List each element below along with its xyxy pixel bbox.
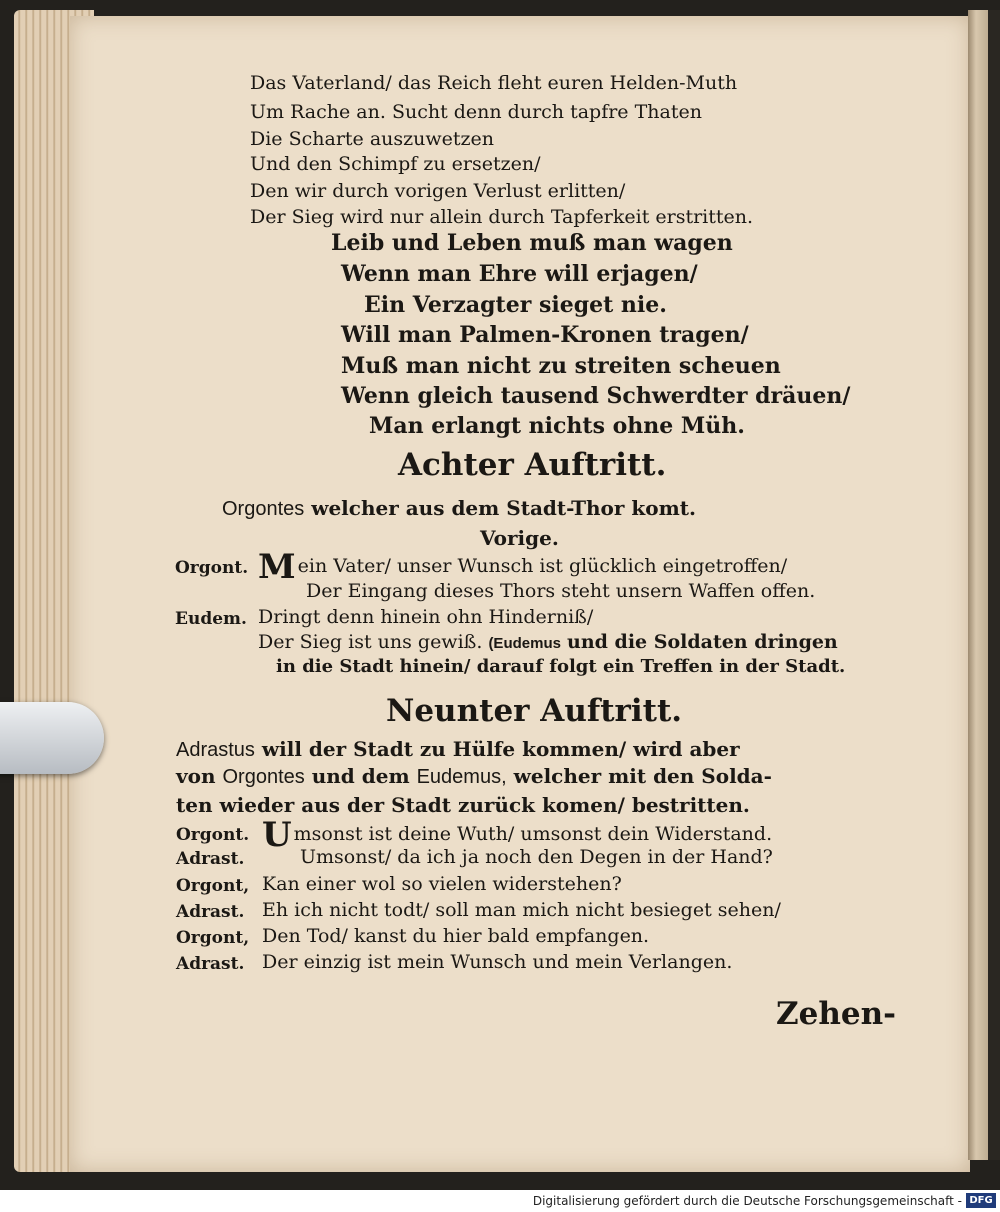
dialogue-line: Den Tod/ kanst du hier bald empfangen. [262,925,650,947]
aria-line: Muß man nicht zu streiten scheuen [341,353,781,379]
aria-line: Ein Verzagter sieget nie. [364,292,667,318]
dialogue-line: Der Eingang dieses Thors steht unsern Waffen offen. [306,580,816,602]
funding-notice: Digitalisierung gefördert durch die Deutsche Forschungsgemeinschaft - [532,1194,962,1208]
aria-line: Wenn gleich tausend Schwerdter dräuen/ [341,383,851,409]
speaker-label: Adrast. [176,849,245,869]
dialogue-text: msonst ist deine Wuth/ umsonst dein Widerstand. [293,823,773,845]
stage-direction-text: welcher mit den Solda- [513,764,772,788]
aria-line: Leib und Leben muß man wagen [331,230,733,256]
stage-direction-text: welcher aus dem Stadt-Thor komt. [311,496,696,520]
speaker-label: Adrast. [176,954,245,974]
verse-line: Und den Schimpf zu ersetzen/ [250,153,541,175]
speaker-label: Eudem. [175,609,247,629]
scene-heading: Achter Auftritt. [398,447,667,483]
catchword: Zehen- [776,996,897,1032]
dialogue-line: Dringt denn hinein ohn Hinderniß/ [258,606,594,628]
dialogue-line: Eh ich nicht todt/ soll man mich nicht besieget sehen/ [262,899,781,921]
drop-initial: M [258,547,296,587]
dialogue-text: ein Vater/ unser Wunsch ist glücklich eingetroffen/ [297,555,788,577]
verse-line: Um Rache an. Sucht denn durch tapfre Thaten [250,101,702,123]
footer-bar [0,1190,1000,1212]
dialogue-line [258,547,788,587]
dialogue-text: Der Sieg ist uns gewiß. [258,631,483,653]
stage-direction: ten wieder aus der Stadt zurück komen/ bestritten. [176,793,750,817]
verse-line: Die Scharte auszuwetzen [250,128,495,150]
stage-direction [176,737,740,762]
stage-direction-text: will der Stadt zu Hülfe kommen/ wird aber [261,737,740,761]
stage-direction-text: und die Soldaten dringen [567,631,838,653]
dialogue-line: Umsonst/ da ich ja noch den Degen in der Hand? [300,846,773,868]
stage-direction [176,764,772,789]
speaker-label: Orgont, [176,928,250,948]
speaker-label: Orgont. [175,558,249,578]
scene-heading: Neunter Auftritt. [386,693,683,729]
speaker-label: Orgont. [176,825,250,845]
stage-direction-text: von [176,764,216,788]
dialogue-line [258,631,838,653]
aria-line: Will man Palmen-Kronen tragen/ [341,322,749,348]
speaker-label: Orgont, [176,876,250,896]
aria-line: Man erlangt nichts ohne Müh. [369,413,745,439]
character-name: Orgontes [222,766,305,788]
dialogue-line: Kan einer wol so vielen widerstehen? [262,873,622,895]
drop-initial: U [262,815,292,855]
verse-line: Der Sieg wird nur allein durch Tapferkeit erstritten. [250,206,754,228]
verse-line: Das Vaterland/ das Reich fleht euren Helden-Muth [250,72,738,94]
dialogue-line: Der einzig ist mein Wunsch und mein Verlangen. [262,951,733,973]
stage-direction: Vorige. [480,526,559,550]
stage-direction-text: und dem [311,764,410,788]
character-name: (Eudemus [488,635,561,652]
speaker-label: Adrast. [176,902,245,922]
character-name: Adrastus [176,739,255,761]
character-name: Orgontes [222,498,305,520]
aria-line: Wenn man Ehre will erjagen/ [341,261,698,287]
dfg-logo-icon: DFG [966,1193,996,1208]
character-name: Eudemus, [416,766,507,788]
stage-direction [222,496,696,521]
verse-line: Den wir durch vorigen Verlust erlitten/ [250,180,626,202]
stage-direction: in die Stadt hinein/ darauf folgt ein Treffen in der Stadt. [276,656,846,677]
